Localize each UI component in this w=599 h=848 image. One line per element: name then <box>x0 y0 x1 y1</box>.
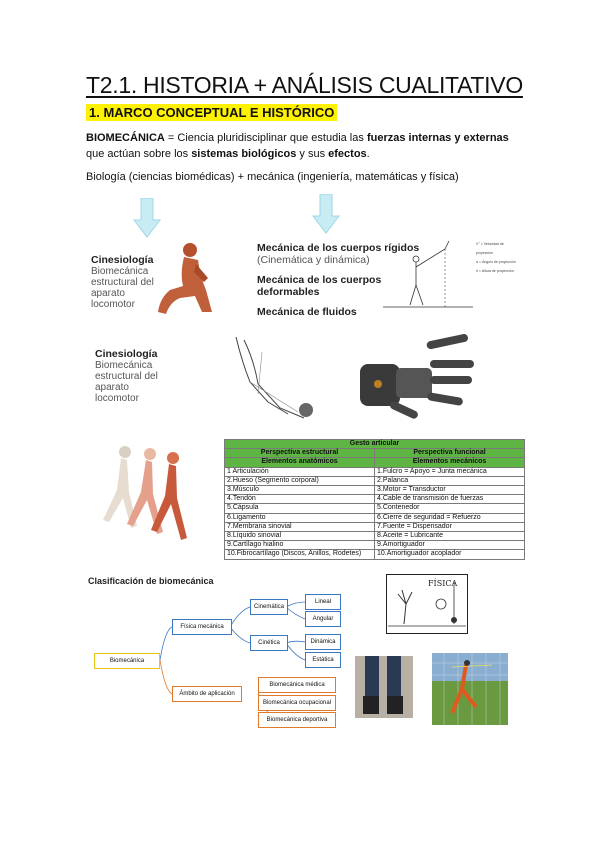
cell-anatomical: 4.Tendón <box>225 495 375 504</box>
tree-node-estatica: Estática <box>305 652 341 668</box>
cell-mechanical: 9.Amortiguador <box>375 541 525 550</box>
definition-bold: efectos <box>328 148 367 160</box>
tree-node-cinetica: Cinética <box>250 635 288 651</box>
tree-node-medica: Biomecánica médica <box>258 677 336 693</box>
table-row <box>225 495 525 504</box>
running-anatomy-figures <box>95 440 195 550</box>
page-title: T2.1. HISTORIA + ANÁLISIS CUALITATIVO <box>86 72 523 98</box>
definition-paragraph <box>86 130 516 162</box>
definition-bold: sistemas biológicos <box>191 148 297 160</box>
table-header-col1: Perspectiva estructural <box>225 449 375 458</box>
legend-item: V° = Velocidad de proyección <box>476 242 504 255</box>
cell-anatomical: 5.Cápsula <box>225 504 375 513</box>
label-line: locomotor <box>95 393 139 404</box>
cell-mechanical: 4.Cable de transmisión de fuerzas <box>375 495 525 504</box>
legend-item: α = Ángulo de proyección <box>476 260 516 264</box>
tree-node-ambito: Ámbito de aplicación <box>172 686 242 702</box>
kneeling-anatomy-figure <box>150 238 220 318</box>
table-row <box>225 541 525 550</box>
down-arrow-icon <box>133 198 161 238</box>
label-line: estructural del <box>91 277 154 288</box>
gesto-articular-table-wrap <box>224 439 525 560</box>
table-row <box>225 486 525 495</box>
section-heading: 1. MARCO CONCEPTUAL E HISTÓRICO <box>86 104 337 121</box>
projectile-diagram <box>383 237 473 312</box>
cell-mechanical: 3.Motor = Transductor <box>375 486 525 495</box>
mech-fluids: Mecánica de fluidos <box>257 306 357 318</box>
label-line: locomotor <box>91 299 135 310</box>
table-header-col2: Perspectiva funcional <box>375 449 525 458</box>
cell-mechanical: 8.Aceite = Lubricante <box>375 532 525 541</box>
legend-item: h = Altura de proyección <box>476 269 514 273</box>
label-line: aparato <box>91 288 125 299</box>
subtitle-line: Biología (ciencias biomédicas) + mecánica (ingeniería, matemáticas y física) <box>86 171 459 183</box>
cinesiologia-heading: Cinesiología <box>91 254 154 266</box>
table-row <box>225 504 525 513</box>
definition-text: = Ciencia pluridisciplinar que estudia las <box>164 132 367 144</box>
table-row <box>225 532 525 541</box>
cell-anatomical: 2.Hueso (Segmento corporal) <box>225 476 375 485</box>
cell-mechanical: 6.Cierre de seguridad = Refuerzo <box>375 513 525 522</box>
down-arrow-icon <box>312 194 340 234</box>
cell-mechanical: 5.Contenedor <box>375 504 525 513</box>
fisica-illustration <box>386 574 468 634</box>
mech-deformable: Mecánica de los cuerpos <box>257 274 382 286</box>
mech-deformable-sub: deformables <box>257 286 320 298</box>
tree-node-root: Biomecánica <box>94 653 160 669</box>
table-row <box>225 513 525 522</box>
tree-node-cinematica: Cinemática <box>250 599 288 615</box>
table-row <box>225 467 525 476</box>
definition-bold: fuerzas internas y externas <box>366 132 509 144</box>
tree-node-ocupacional: Biomecánica ocupacional <box>258 695 336 711</box>
definition-text: que actúan sobre los <box>86 148 192 160</box>
cell-anatomical: 7.Membrana sinovial <box>225 522 375 531</box>
gesto-articular-table <box>224 439 525 560</box>
table-row <box>225 522 525 531</box>
projectile-legend <box>476 240 516 276</box>
label-line: aparato <box>95 382 129 393</box>
arm-lever-diagram <box>228 332 323 422</box>
table-row <box>225 476 525 485</box>
table-row <box>225 550 525 559</box>
tree-node-dinamica: Dinámica <box>305 634 341 650</box>
fisica-title: FÍSICA <box>428 579 458 588</box>
cell-anatomical: 1 Articulación <box>225 467 375 476</box>
table-title: Gesto articular <box>225 440 525 449</box>
definition-term: BIOMECÁNICA <box>86 132 165 144</box>
knee-sensor-photo <box>355 656 413 718</box>
tree-node-lineal: Lineal <box>305 594 341 610</box>
cell-mechanical: 7.Fuente = Dispensador <box>375 522 525 531</box>
cell-anatomical: 3.Músculo <box>225 486 375 495</box>
table-header-col2-sub: Elementos mecánicos <box>375 458 525 467</box>
definition-text: y sus <box>296 148 329 160</box>
cinesiologia-label <box>91 255 154 310</box>
mech-rigid-sub: (Cinemática y dinámica) <box>257 254 370 266</box>
cinesiologia-label-2 <box>95 349 158 404</box>
tree-node-angular: Angular <box>305 611 341 627</box>
soccer-kick-photo <box>432 653 508 725</box>
cell-anatomical: 10.Fibrocartílago (Discos, Anillos, Rodetes) <box>225 550 375 559</box>
cell-mechanical: 2.Palanca <box>375 476 525 485</box>
tree-title: Clasificación de biomecánica <box>88 576 214 586</box>
cell-anatomical: 6.Ligamento <box>225 513 375 522</box>
definition-text: . <box>366 148 370 160</box>
cell-anatomical: 9.Cartílago hialino <box>225 541 375 550</box>
cell-mechanical: 1.Fulcro = Apoyo = Junta mecánica <box>375 467 525 476</box>
label-line: Biomecánica <box>91 266 149 277</box>
mech-rigid: Mecánica de los cuerpos rígidos <box>257 242 420 254</box>
cell-mechanical: 10.Amortiguador acoplador <box>375 550 525 559</box>
robotic-hand-image <box>356 334 478 420</box>
cinesiologia-heading: Cinesiología <box>95 348 158 360</box>
label-line: Biomecánica <box>95 360 153 371</box>
cell-anatomical: 8.Líquido sinovial <box>225 532 375 541</box>
tree-node-fisica: Física mecánica <box>172 619 232 635</box>
tree-node-deportiva: Biomecánica deportiva <box>258 712 336 728</box>
label-line: estructural del <box>95 371 158 382</box>
table-header-col1-sub: Elementos anatómicos <box>225 458 375 467</box>
